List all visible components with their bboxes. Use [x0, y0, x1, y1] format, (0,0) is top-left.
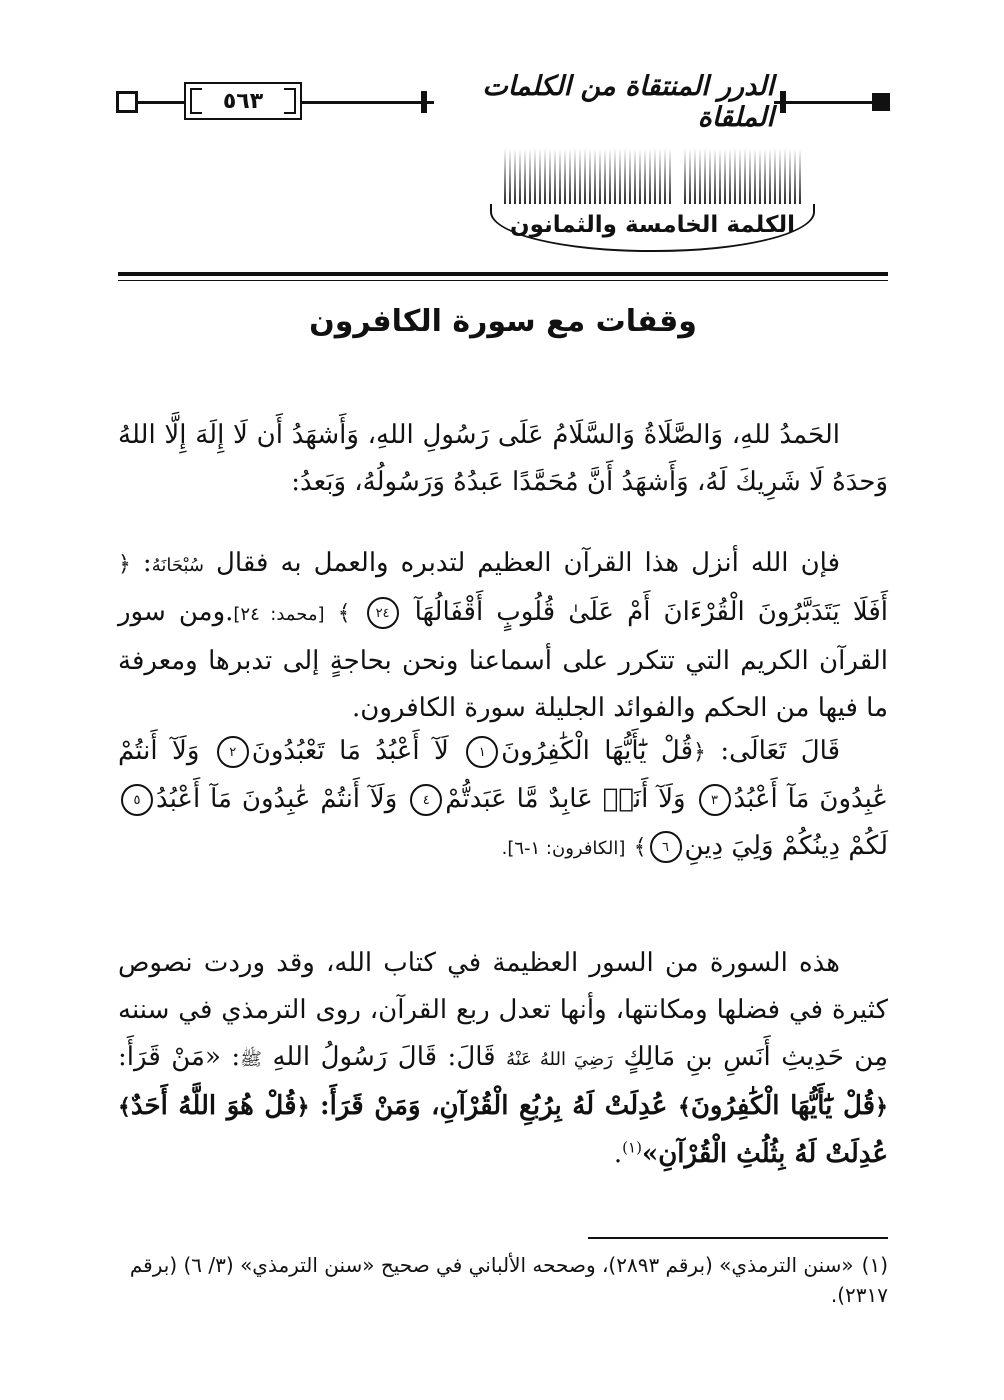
intro-continuation-text: .ومن سور القرآن الكريم التي تتكرر على أسماعنا ونحن بحاجةٍ إلى تدبرها ومعرفة ما فيها من الحكم والفوائد الجليلة سورة الكافرون. [118, 597, 888, 723]
quran-verse-muhammad-24: أَفَلَا يَتَدَبَّرُونَ الْقُرْءَانَ أَمْ عَلَىٰ قُلُوبٍ أَقْفَالُهَآ [414, 597, 888, 627]
page-number-frame [184, 82, 302, 120]
verse-6-text: لَكُمْ دِينُكُمْ وَلِيَ دِينِ [684, 831, 888, 861]
header-end-box [116, 91, 138, 113]
hadith-verse-ikhlas: قُلْ هُوَ اللَّهُ أَحَدٌ [130, 1091, 297, 1121]
chapter-label: الكلمة الخامسة والثمانون [490, 204, 815, 252]
hadith-middle: عُدِلَتْ لَهُ بِرُبُعِ الْقُرْآنِ، وَمَنْ قَرَأَ: [320, 1091, 668, 1121]
verse-2-text: لَآ أَعْبُدُ مَا تَعْبُدُونَ [251, 736, 449, 766]
surah-citation: [الكافرون: ١-٦]. [501, 838, 626, 859]
hadith-verse-kafirun: قُلْ يَٰٓأَيُّهَا الْكَٰفِرُونَ [690, 1091, 876, 1121]
verse-citation: [محمد: ٢٤] [233, 604, 325, 625]
ornate-bracket-close: ﴾ [337, 601, 351, 626]
verse-number-6: ٦ [650, 831, 682, 863]
opening-praise-paragraph [118, 412, 888, 506]
page-number: ٥٦٣ [222, 88, 264, 114]
honorific-radiallahu: رَضِيَ اللهُ عَنْهُ [506, 1049, 613, 1070]
footnote-rule [588, 1237, 888, 1239]
ornate-bracket-open: ﴿ [875, 1094, 888, 1120]
verse-number-5: ٥ [121, 784, 153, 816]
virtue-text: هذه السورة من السور العظيمة في كتاب الله، وقد وردت نصوص كثيرة في فضلها ومكانتها، وأنها تعدل ربع القرآن، روى الترمذي في سننه مِن حَدِيثِ أَنَسِ بنِ مَالِكٍ [118, 948, 888, 1072]
chapter-title: وقفات مع سورة الكافرون [309, 304, 697, 339]
header-bar-left [421, 91, 427, 113]
verse-3-text: وَلَآ أَنتُمْ عَٰبِدُونَ مَآ أَعْبُدُ [118, 736, 889, 814]
sentence-end: . [613, 1139, 623, 1169]
title-rule-thin [118, 280, 888, 281]
intro-text: فإن الله أنزل هذا القرآن العظيم لتدبره والعمل به فقال [216, 548, 841, 578]
surah-kafirun-paragraph [118, 728, 888, 872]
ornate-bracket-close: ﴾ [633, 835, 647, 860]
ornate-bracket-open: ﴿ [296, 1094, 310, 1120]
footnote [118, 1250, 888, 1310]
verse-number-marker: ٢٤ [367, 597, 399, 629]
qala-text: قَالَ: قَالَ رَسُولُ اللهِ [272, 1042, 496, 1072]
running-header [116, 71, 890, 133]
footnote-text: «سنن الترمذي» (برقم ٢٨٩٣)، وصححه الألباني في صحيح «سنن الترمذي» (٣/ ٦) (برقم ٢٣١٧). [129, 1253, 888, 1307]
footnote-number: (١) [861, 1253, 888, 1277]
honorific-salawat: ﷺ [240, 1049, 262, 1070]
verse-number-4: ٤ [410, 784, 442, 816]
book-title: الدرر المنتقاة من الكلمات الملقاة [434, 82, 774, 122]
verse-number-1: ١ [466, 736, 498, 768]
header-bar-right [780, 91, 786, 113]
intro-paragraph: فإن الله أنزل هذا القرآن العظيم لتدبره والعمل به فقال سُبْحَانَهُ: ﴿ أَفَلَا يَتَدَبَّرُونَ الْقُرْءَانَ أَمْ عَلَىٰ قُلُوبٍ أَقْفَالُهَآ ٢٤ ﴾ [محمد: ٢٤].ومن سور القرآن الكريم التي تتكرر على أسماعنا ونحن بحاجةٍ إلى تدبرها ومعرفة ما فيها من الحكم والفوائد الجليلة سورة الكافرون. [118, 548, 888, 723]
opening-praise-text: الحَمدُ للهِ، وَالصَّلَاةُ وَالسَّلَامُ عَلَى رَسُولِ اللهِ، وَأَشهَدُ أَن لَا إِلَهَ إِلَّا اللهُ وَحدَهُ لَا شَرِيكَ لَهُ، وَأَشهَدُ أَنَّ مُحَمَّدًا عَبدُهُ وَرَسُولُهُ، وَبَعدُ: [118, 420, 888, 497]
verse-number-2: ٢ [217, 736, 249, 768]
verse-4-text: وَلَآ أَنَا۠ عَابِدٌ مَّا عَبَدتُّمْ [445, 784, 686, 814]
ornate-bracket-open: ﴿ [118, 552, 131, 577]
hadith-start: : «مَنْ قَرَأَ: [118, 1042, 241, 1072]
header-end-square [872, 93, 890, 111]
footnote-reference[interactable]: (١) [622, 1138, 642, 1157]
verse-1-text: قُلْ يَٰٓأَيُّهَا الْكَٰفِرُونَ [501, 736, 694, 766]
ornate-bracket-close: ﴾ [118, 1094, 131, 1120]
chapter-banner [490, 148, 815, 266]
verse-number-3: ٣ [699, 784, 731, 816]
ornate-bracket-close: ﴾ [677, 1094, 691, 1120]
ornate-bracket-open: ﴿ [693, 740, 706, 765]
banner-hatch-ornament [504, 148, 801, 210]
verse-5-text: وَلَآ أَنتُمْ عَٰبِدُونَ مَآ أَعْبُدُ [156, 784, 398, 814]
hadith-end: عُدِلَتْ لَهُ بِثُلُثِ الْقُرْآنِ» [641, 1139, 888, 1169]
qala-taala-text: قَالَ تَعَالَى: [720, 736, 840, 766]
title-rule-thick [118, 272, 888, 276]
virtue-hadith-paragraph [118, 940, 888, 1178]
honorific-subhanahu: سُبْحَانَهُ [151, 555, 204, 576]
